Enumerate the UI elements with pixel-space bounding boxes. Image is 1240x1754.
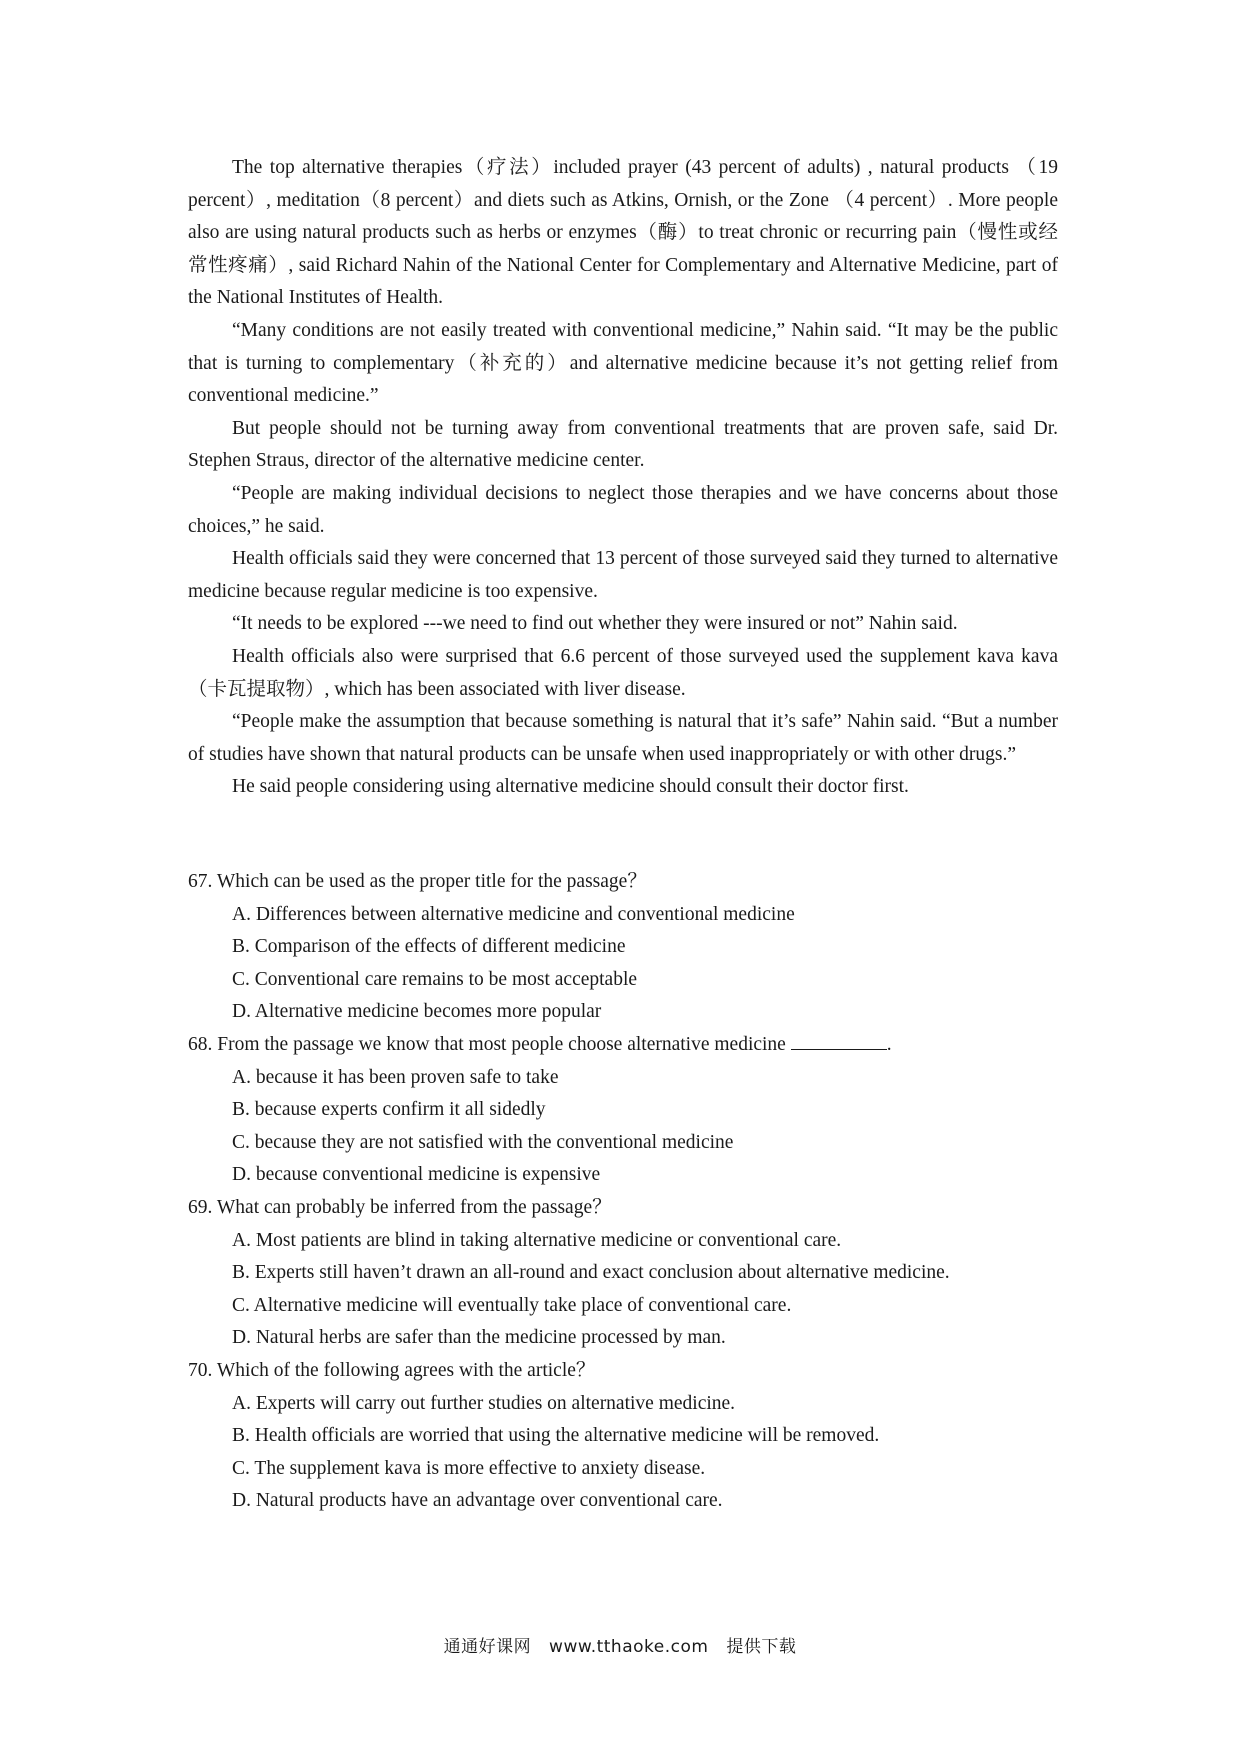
option-b: B. Health officials are worried that using the alternative medicine will be removed. xyxy=(232,1425,880,1447)
option-b: B. Comparison of the effects of different medicine xyxy=(232,936,626,958)
reading-passage xyxy=(188,152,1058,804)
option-c: C. Conventional care remains to be most acceptable xyxy=(232,968,638,990)
question-70 xyxy=(188,1355,1058,1518)
question-stem: 67. Which can be used as the proper title for the passage？ xyxy=(188,871,647,892)
question-stem-end: . xyxy=(886,1033,892,1055)
option-d: D. Alternative medicine becomes more popular xyxy=(232,1001,602,1023)
option-b: B. because experts confirm it all sidedly xyxy=(232,1099,546,1121)
footer-url: www.tthaoke.com xyxy=(549,1637,709,1657)
option-d: D. because conventional medicine is expensive xyxy=(232,1164,601,1186)
passage-paragraph: He said people considering using alternative medicine should consult their doctor first. xyxy=(232,776,909,798)
footer-note: 提供下载 xyxy=(726,1637,797,1657)
option-c: C. Alternative medicine will eventually take place of conventional care. xyxy=(232,1294,792,1316)
question-stem: 70. Which of the following agrees with the article？ xyxy=(188,1359,596,1381)
question-stem-line xyxy=(188,1029,1058,1062)
option-b: B. Experts still haven’t drawn an all-round and exact conclusion about alternative medicine. xyxy=(232,1262,950,1284)
option-a: A. Differences between alternative medicine and conventional medicine xyxy=(232,903,795,925)
question-stem: 69. What can probably be inferred from the passage？ xyxy=(188,1196,612,1218)
option-a: A. Experts will carry out further studies on alternative medicine. xyxy=(232,1392,736,1414)
footer-site-name: 通通好课网 xyxy=(443,1637,532,1657)
answer-blank xyxy=(791,1031,887,1050)
passage-paragraph: “People make the assumption that because something is natural that it’s safe” Nahin said. “But a number of studies have shown that natural products can be unsafe when used inappropriately or with other drugs.” xyxy=(188,711,1058,765)
passage-paragraph: But people should not be turning away from conventional treatments that are proven safe, said Dr. Stephen Straus, director of the alternative medicine center. xyxy=(188,417,1058,472)
question-68 xyxy=(188,1029,1058,1192)
option-d: D. Natural herbs are safer than the medicine processed by man. xyxy=(232,1327,726,1349)
passage-paragraph: “It needs to be explored ---we need to find out whether they were insured or not” Nahin said. xyxy=(232,613,958,635)
passage-paragraph: Health officials said they were concerned that 13 percent of those surveyed said they turned to alternative medicine because regular medicine is too expensive. xyxy=(188,548,1058,602)
option-c: C. because they are not satisfied with the conventional medicine xyxy=(232,1131,734,1153)
passage-paragraph: “People are making individual decisions to neglect those therapies and we have concerns about those choices,” he said. xyxy=(188,482,1058,537)
page-footer xyxy=(0,1632,1240,1657)
question-67 xyxy=(188,866,1058,1029)
passage-paragraph: The top alternative therapies（疗法）included prayer (43 percent of adults) , natural products （19 percent）, meditation（8 percent）and diets such as Atkins, Ornish, or the Zone （4 percent）. More people also are using natural products such as herbs or enzymes（酶）to treat chronic or recurring pain（慢性或经常性疼痛）, said Richard Nahin of the National Center for Complementary and Alternative Medicine, part of the National Institutes of Health. xyxy=(188,157,1058,309)
option-d: D. Natural products have an advantage over conventional care. xyxy=(232,1490,723,1512)
option-a: A. Most patients are blind in taking alternative medicine or conventional care. xyxy=(232,1229,842,1251)
option-c: C. The supplement kava is more effective to anxiety disease. xyxy=(232,1457,706,1479)
passage-paragraph: Health officials also were surprised that 6.6 percent of those surveyed used the supplement kava kava（卡瓦提取物）, which has been associated with liver disease. xyxy=(188,645,1058,700)
passage-paragraph: “Many conditions are not easily treated with conventional medicine,” Nahin said. “It may be the public that is turning to complementary（补充的）and alternative medicine because it’s not getting relief from conventional medicine.” xyxy=(188,319,1058,407)
question-list xyxy=(188,866,1058,1518)
question-69 xyxy=(188,1192,1058,1355)
option-a: A. because it has been proven safe to take xyxy=(232,1066,559,1088)
question-stem: 68. From the passage we know that most people choose alternative medicine xyxy=(188,1033,786,1055)
